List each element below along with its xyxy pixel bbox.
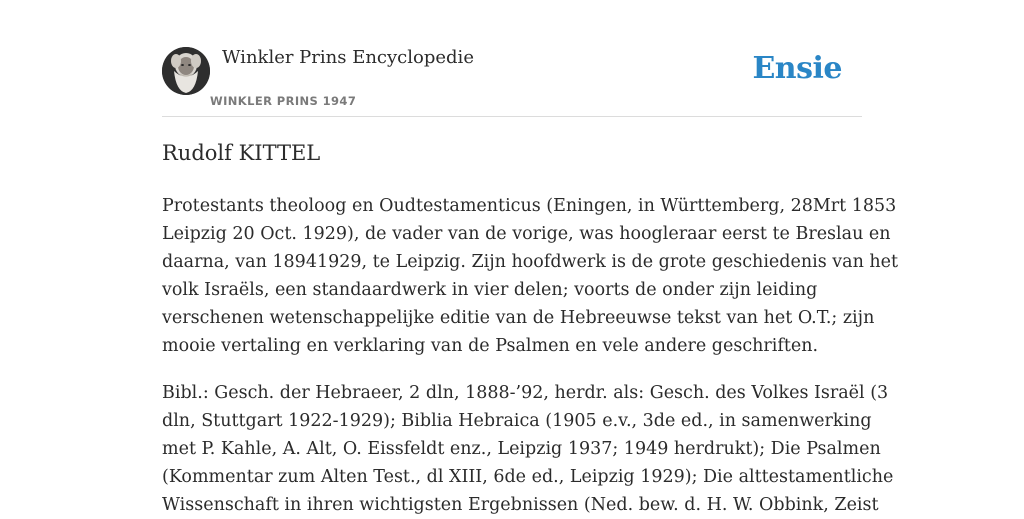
site-title[interactable]: Winkler Prins Encyclopedie [222,47,474,68]
paragraph-line: Protestants theoloog en Oudtestamenticus (Eningen, in Württemberg, 28Mrt 1853 [162,196,897,216]
paragraph-line: met P. Kahle, A. Alt, O. Eissfeldt enz., Leipzig 1937; 1949 herdrukt); Die Psalmen [162,439,881,459]
site-header [162,0,862,117]
page-container [162,0,899,515]
paragraph-line: verschenen wetenschappelijke editie van de Hebreeuwse tekst van het O.T.; zijn [162,308,875,328]
avatar[interactable] [162,47,210,95]
article-bibliography [162,379,894,519]
paragraph-line: (Kommentar zum Alten Test., dl XIII, 6de ed., Leipzig 1929); Die alttestamentliche [162,467,894,487]
site-subtitle[interactable]: WINKLER PRINS 1947 [210,94,357,108]
paragraph-line: Wissenschaft in ihren wichtigsten Ergebnissen (Ned. bew. d. H. W. Obbink, Zeist [162,495,879,515]
bearded-man-portrait-icon [162,47,210,95]
paragraph-line: dln, Stuttgart 1922-1929); Biblia Hebraica (1905 e.v., 3de ed., in samenwerking [162,411,872,431]
paragraph-line: Bibl.: Gesch. der Hebraeer, 2 dln, 1888-’92, herdr. als: Gesch. des Volkes Israël (3 [162,383,889,403]
brand-logo[interactable]: Ensie [752,51,842,86]
paragraph-line: Leipzig 20 Oct. 1929), de vader van de vorige, was hoogleraar eerst te Breslau en [162,224,891,244]
paragraph-line: mooie vertaling en verklaring van de Psalmen en vele andere geschriften. [162,336,819,356]
article-title: Rudolf KITTEL [162,141,321,165]
paragraph-line: daarna, van 18941929, te Leipzig. Zijn hoofdwerk is de grote geschiedenis van het [162,252,899,272]
paragraph-line: volk Israëls, een standaardwerk in vier delen; voorts de onder zijn leiding [162,280,818,300]
article-paragraph-1 [162,192,899,360]
